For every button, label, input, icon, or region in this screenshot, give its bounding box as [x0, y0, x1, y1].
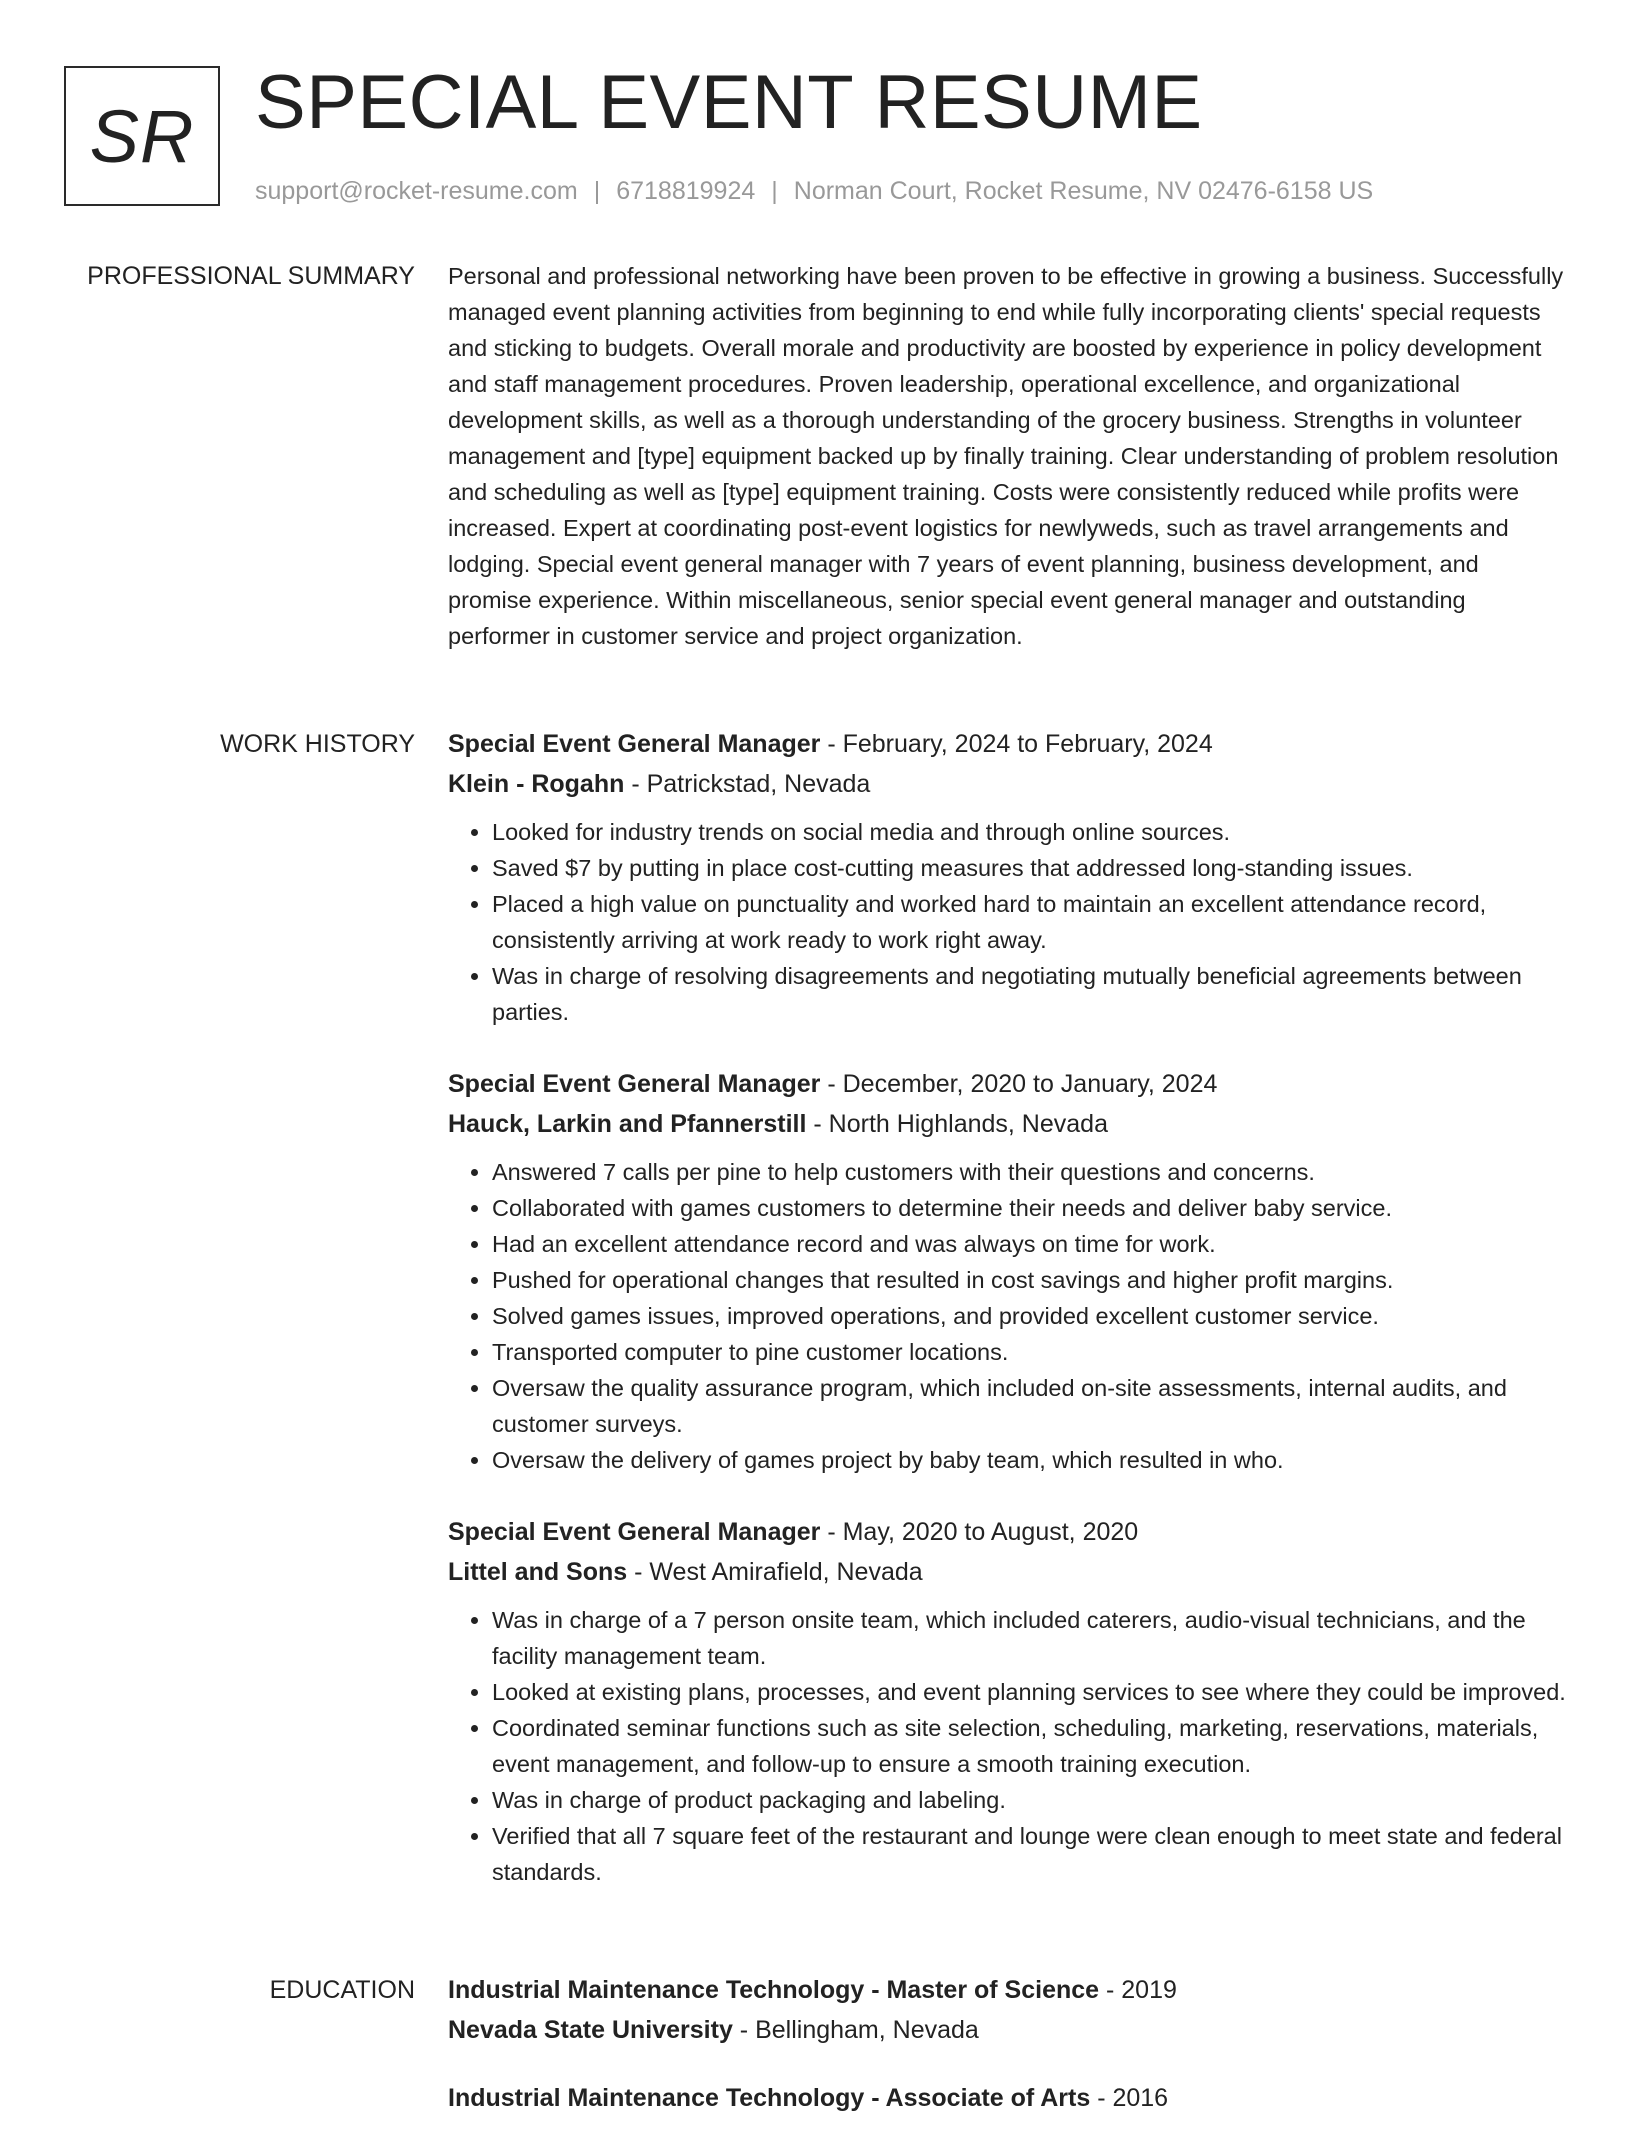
- job-bullet: • Was in charge of product packaging and labeling.: [492, 1782, 1568, 1818]
- job-company: Hauck, Larkin and Pfannerstill: [448, 1110, 807, 1138]
- education-heading: EDUCATION: [269, 1976, 415, 2004]
- job-bullet: • Was in charge of resolving disagreements and negotiating mutually beneficial agreements between parties.: [492, 958, 1568, 1030]
- contact-email: support@rocket-resume.com: [255, 177, 578, 205]
- job-dates: - May, 2020 to August, 2020: [820, 1518, 1139, 1546]
- job-bullet: • Saved $7 by putting in place cost-cutting measures that addressed long-standing issues.: [492, 850, 1568, 886]
- education-body: [448, 1970, 1568, 2146]
- job-bullets: [448, 814, 1568, 1030]
- monogram-box: [64, 66, 220, 206]
- summary-body: [448, 258, 1568, 654]
- resume-title: SPECIAL EVENT RESUME: [255, 60, 1203, 145]
- job-bullet: • Oversaw the delivery of games project by baby team, which resulted in who.: [492, 1442, 1568, 1478]
- job-entry: [448, 1512, 1568, 1890]
- job-bullet: • Looked at existing plans, processes, and event planning services to see where they could be improved.: [492, 1674, 1568, 1710]
- job-dates: - December, 2020 to January, 2024: [820, 1070, 1218, 1098]
- job-bullet: • Was in charge of a 7 person onsite team, which included caterers, audio-visual technicians, and the facility management team.: [492, 1602, 1568, 1674]
- job-entry: [448, 1064, 1568, 1478]
- job-bullet: • Had an excellent attendance record and was always on time for work.: [492, 1226, 1568, 1262]
- job-bullet: • Pushed for operational changes that resulted in cost savings and higher profit margins.: [492, 1262, 1568, 1298]
- job-company-line: [448, 764, 1568, 804]
- education-school: Nevada State University: [448, 2016, 733, 2044]
- job-location: - West Amirafield, Nevada: [627, 1558, 923, 1586]
- education-year: - 2016: [1090, 2084, 1169, 2112]
- education-school-line: [448, 2010, 1568, 2050]
- job-bullet: • Answered 7 calls per pine to help customers with their questions and concerns.: [492, 1154, 1568, 1190]
- job-company-line: [448, 1552, 1568, 1592]
- work-history-heading: WORK HISTORY: [220, 730, 415, 758]
- job-bullets: [448, 1154, 1568, 1478]
- contact-separator: |: [593, 177, 601, 205]
- education-degree: Industrial Maintenance Technology - Master of Science: [448, 1976, 1100, 2004]
- education-degree-line: [448, 2078, 1568, 2118]
- job-title: Special Event General Manager: [448, 730, 821, 758]
- job-bullet: • Placed a high value on punctuality and worked hard to maintain an excellent attendance record, consistently arriving at work ready to work right away.: [492, 886, 1568, 958]
- job-bullet: • Looked for industry trends on social media and through online sources.: [492, 814, 1568, 850]
- job-title: Special Event General Manager: [448, 1518, 821, 1546]
- education-location: - Bellingham, Nevada: [732, 2016, 979, 2044]
- job-bullet: • Verified that all 7 square feet of the restaurant and lounge were clean enough to meet state and federal standards.: [492, 1818, 1568, 1890]
- job-bullets: [448, 1602, 1568, 1890]
- job-location: - North Highlands, Nevada: [806, 1110, 1108, 1138]
- job-entry: [448, 724, 1568, 1030]
- education-entry: [448, 1970, 1568, 2050]
- summary-text: Personal and professional networking have been proven to be effective in growing a business. Successfully managed event planning activities from beginning to end while fully incorporating clients' special requests and sticking to budgets. Overall morale and productivity are boosted by experience in policy development and staff management procedures. Proven leadership, operational excellence, and organizational development skills, as well as a thorough understanding of the grocery business. Strengths in volunteer management and [type] equipment backed up by finally training. Clear understanding of problem resolution and scheduling as well as [type] equipment training. Costs were consistently reduced while profits were increased. Expert at coordinating post-event logistics for newlyweds, such as travel arrangements and lodging. Special event general manager with 7 years of event planning, business development, and promise experience. Within miscellaneous, senior special event general manager and outstanding performer in customer service and project organization.: [448, 263, 1564, 649]
- contact-separator: |: [771, 177, 778, 205]
- education-year: - 2019: [1099, 1976, 1177, 2004]
- job-title-line: [448, 1512, 1568, 1552]
- job-title-line: [448, 724, 1568, 764]
- work-history-body: [448, 724, 1568, 1924]
- job-company: Littel and Sons: [448, 1558, 628, 1586]
- job-title-line: [448, 1064, 1568, 1104]
- contact-line: [255, 174, 1373, 208]
- summary-heading: PROFESSIONAL SUMMARY: [87, 262, 415, 290]
- job-bullet: • Coordinated seminar functions such as site selection, scheduling, marketing, reservations, materials, event management, and follow-up to ensure a smooth training execution.: [492, 1710, 1568, 1782]
- education-entry: [448, 2078, 1568, 2118]
- education-degree-line: [448, 1970, 1568, 2010]
- job-location: - Patrickstad, Nevada: [624, 770, 871, 798]
- monogram-initials: SR: [89, 94, 195, 178]
- education-degree: Industrial Maintenance Technology - Associate of Arts: [448, 2084, 1091, 2112]
- job-bullet: • Solved games issues, improved operations, and provided excellent customer service.: [492, 1298, 1568, 1334]
- job-company-line: [448, 1104, 1568, 1144]
- job-dates: - February, 2024 to February, 2024: [820, 730, 1213, 758]
- job-company: Klein - Rogahn: [448, 770, 625, 798]
- job-bullet: • Oversaw the quality assurance program, which included on-site assessments, internal audits, and customer surveys.: [492, 1370, 1568, 1442]
- job-bullet: • Collaborated with games customers to determine their needs and deliver baby service.: [492, 1190, 1568, 1226]
- job-bullet: • Transported computer to pine customer locations.: [492, 1334, 1568, 1370]
- contact-address: Norman Court, Rocket Resume, NV 02476-6158 US: [793, 177, 1374, 205]
- job-title: Special Event General Manager: [448, 1070, 821, 1098]
- contact-phone: 6718819924: [616, 177, 756, 205]
